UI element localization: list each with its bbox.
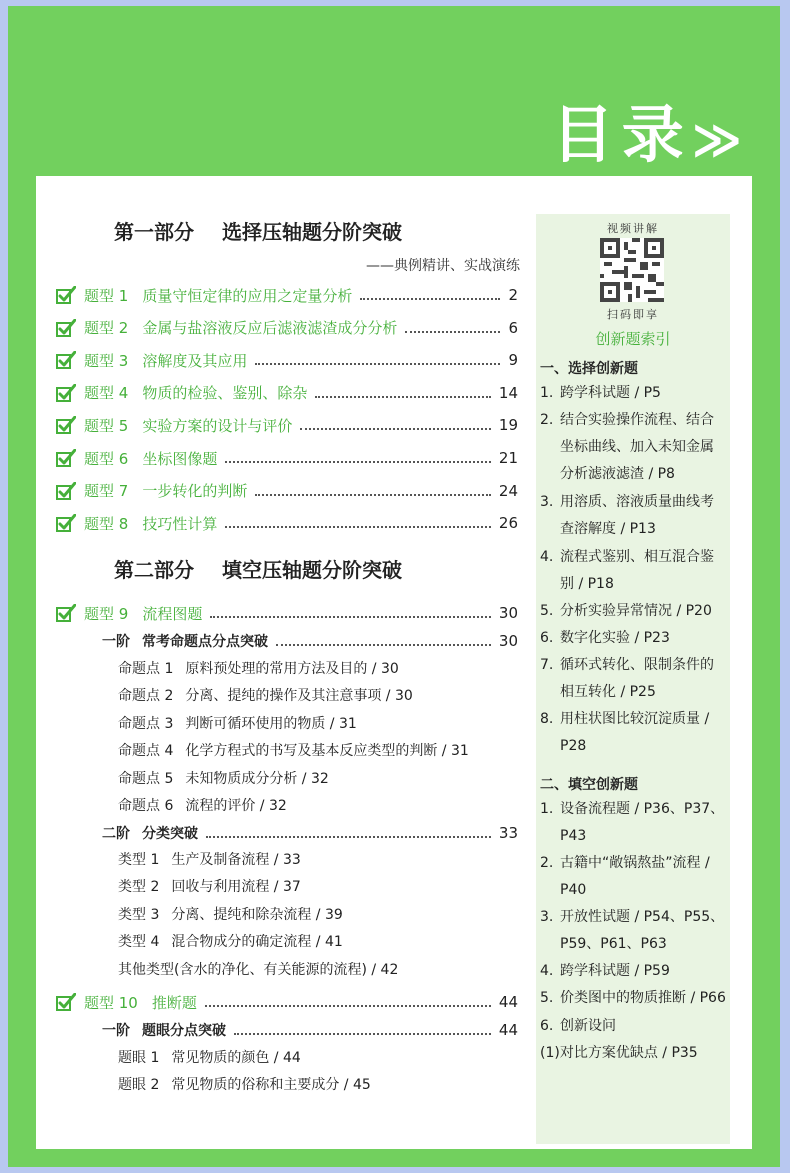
- sidebar-item[interactable]: 3. 用溶质、溶液质量曲线考查溶解度 / P13: [540, 494, 714, 537]
- contents-sheet: [36, 176, 752, 1149]
- leader-dots: [205, 1005, 491, 1007]
- topic-6[interactable]: 题型 6 坐标图像题 21: [56, 447, 518, 469]
- sidebar-item[interactable]: 2. 结合实验操作流程、结合坐标曲线、加入未知金属分析滤液滤渣 / P8: [540, 412, 714, 482]
- sidebar-item[interactable]: 7. 循环式转化、限制条件的相互转化 / P25: [540, 657, 714, 700]
- checkbox-icon: [56, 993, 76, 1011]
- topic-7[interactable]: 题型 7 一步转化的判断 24: [56, 480, 518, 502]
- checkbox-icon: [56, 449, 76, 467]
- sidebar-item[interactable]: 4. 跨学科试题 / P59: [540, 963, 670, 979]
- sidebar-item[interactable]: 5. 价类图中的物质推断 / P66: [540, 990, 726, 1006]
- checkbox-icon: [56, 384, 76, 402]
- topic-8[interactable]: 题型 8 技巧性计算 26: [56, 512, 518, 534]
- leader-dots: [225, 526, 491, 528]
- sidebar-item[interactable]: 4. 流程式鉴别、相互混合鉴别 / P18: [540, 549, 714, 592]
- eye-item[interactable]: 题眼 1 常见物质的颜色 / 44: [118, 1050, 301, 1066]
- stage-2[interactable]: 二阶 分类突破 33: [102, 824, 518, 842]
- sidebar-item[interactable]: 6. 数字化实验 / P23: [540, 630, 670, 646]
- leader-dots: [225, 461, 491, 463]
- sidebar-item[interactable]: 2. 古籍中“敞锅熬盐”流程 / P40: [540, 855, 710, 898]
- sidebar-section-choice: 一、选择创新题: [540, 361, 638, 377]
- topic-1[interactable]: 题型 1 质量守恒定律的应用之定量分析 2: [56, 284, 518, 306]
- eye-item[interactable]: 题眼 2 常见物质的俗称和主要成分 / 45: [118, 1077, 371, 1094]
- point-item[interactable]: 命题点 1 原料预处理的常用方法及目的 / 30: [118, 661, 399, 677]
- part1-title: 第一部分 选择压轴题分阶突破: [114, 220, 402, 244]
- checkbox-icon: [56, 351, 76, 369]
- leader-dots: [315, 396, 491, 398]
- point-item[interactable]: 命题点 5 未知物质成分分析 / 32: [118, 770, 329, 787]
- type-item[interactable]: 类型 4 混合物成分的确定流程 / 41: [118, 934, 343, 951]
- leader-dots: [255, 363, 500, 365]
- sidebar-item[interactable]: 8. 用柱状图比较沉淀质量 / P28: [540, 711, 710, 754]
- part1-subtitle: ——典例精讲、实战演练: [366, 258, 520, 274]
- sidebar-item[interactable]: (1)对比方案优缺点 / P35: [540, 1045, 698, 1061]
- checkbox-icon: [56, 514, 76, 532]
- checkbox-icon: [56, 286, 76, 304]
- leader-dots: [234, 1033, 491, 1035]
- topic-2[interactable]: 题型 2 金属与盐溶液反应后滤液滤渣成分分析 6: [56, 317, 518, 339]
- stage-3[interactable]: 一阶 题眼分点突破 44: [102, 1021, 518, 1039]
- sidebar-item[interactable]: 1. 跨学科试题 / P5: [540, 385, 661, 401]
- title-arrow-icon: ≫: [691, 112, 742, 168]
- checkbox-icon: [56, 416, 76, 434]
- sidebar-item[interactable]: 5. 分析实验异常情况 / P20: [540, 603, 712, 619]
- type-item[interactable]: 其他类型(含水的净化、有关能源的流程) / 42: [118, 961, 399, 978]
- topic-4[interactable]: 题型 4 物质的检验、鉴别、除杂 14: [56, 382, 518, 404]
- leader-dots: [255, 494, 491, 496]
- point-item[interactable]: 命题点 3 判断可循环使用的物质 / 31: [118, 715, 357, 732]
- topic-10[interactable]: 题型 10 推断题 44: [56, 991, 518, 1013]
- sidebar-section-fill: 二、填空创新题: [540, 777, 638, 793]
- sidebar-item[interactable]: 1. 设备流程题 / P36、P37、P43: [540, 801, 725, 844]
- checkbox-icon: [56, 604, 76, 622]
- type-item[interactable]: 类型 2 回收与利用流程 / 37: [118, 879, 301, 896]
- leader-dots: [206, 836, 491, 838]
- qr-caption-bottom: 扫码即享: [607, 308, 659, 321]
- topic-9[interactable]: 题型 9 流程图题 30: [56, 602, 518, 624]
- stage-1[interactable]: 一阶 常考命题点分点突破 30: [102, 632, 518, 650]
- sidebar-item[interactable]: 3. 开放性试题 / P54、P55、P59、P61、P63: [540, 909, 725, 952]
- leader-dots: [360, 298, 500, 300]
- point-item[interactable]: 命题点 6 流程的评价 / 32: [118, 798, 287, 814]
- qr-caption-top: 视频讲解: [607, 222, 659, 235]
- qr-code-icon[interactable]: [600, 238, 664, 302]
- point-item[interactable]: 命题点 4 化学方程式的书写及基本反应类型的判断 / 31: [118, 743, 469, 760]
- sidebar-title: 创新题索引: [595, 330, 671, 348]
- type-item[interactable]: 类型 1 生产及制备流程 / 33: [118, 852, 301, 868]
- page-title: 目录≫: [551, 98, 742, 171]
- innovation-index-sidebar: [536, 214, 730, 1144]
- leader-dots: [276, 644, 491, 646]
- checkbox-icon: [56, 482, 76, 500]
- point-item[interactable]: 命题点 2 分离、提纯的操作及其注意事项 / 30: [118, 688, 413, 705]
- part2-title: 第二部分 填空压轴题分阶突破: [114, 558, 402, 582]
- checkbox-icon: [56, 319, 76, 337]
- sidebar-item[interactable]: 6. 创新设问: [540, 1018, 616, 1034]
- leader-dots: [300, 428, 491, 430]
- leader-dots: [210, 616, 491, 618]
- topic-3[interactable]: 题型 3 溶解度及其应用 9: [56, 349, 518, 371]
- type-item[interactable]: 类型 3 分离、提纯和除杂流程 / 39: [118, 906, 343, 923]
- topic-5[interactable]: 题型 5 实验方案的设计与评价 19: [56, 414, 518, 436]
- leader-dots: [405, 331, 500, 333]
